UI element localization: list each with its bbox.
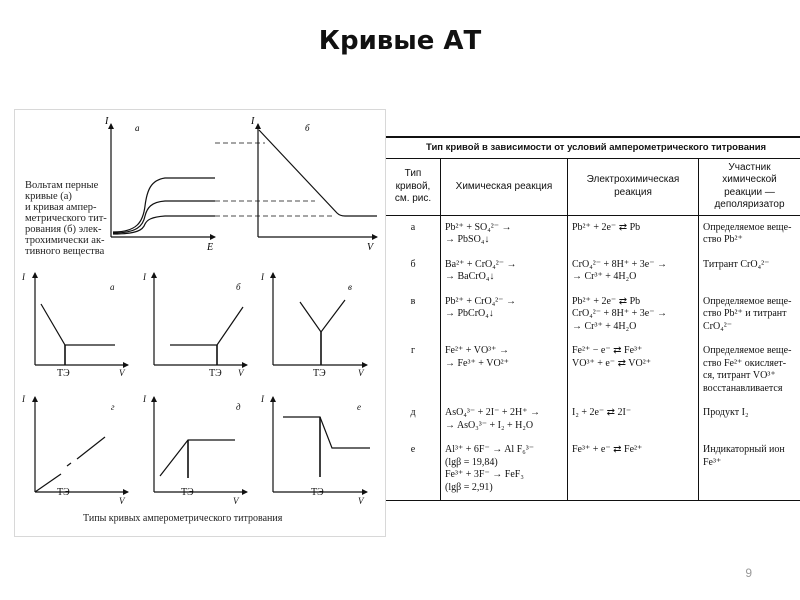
small-e-label: е [357,402,361,412]
caption-line: метрического тит- [25,213,107,224]
caption-line: кривые (а) [25,191,72,202]
cell-line: Pb²⁺ + SO₄²⁻ → [445,221,512,233]
cell-line: Pb²⁺ + 2e⁻ ⇄ Pb [572,295,641,307]
cell-line: ство Pb²⁺ [703,234,743,246]
small-d-y: I [143,394,146,404]
cell-participant [699,401,800,438]
cell-type: в [386,290,441,340]
small-d-ep: ТЭ [181,487,194,498]
small-a-y: I [22,272,25,282]
small-b-ep: ТЭ [209,368,222,379]
cell-line: I₂ + 2e⁻ ⇄ 2I⁻ [572,407,632,419]
caption-line: рования (б) элек- [25,224,102,235]
cell-line: AsO₄³⁻ + 2I⁻ + 2H⁺ → [445,407,540,419]
figure-caption-bottom: Типы кривых амперометрического титрования [83,513,283,524]
table-row [386,339,800,401]
small-a-ep: ТЭ [57,368,70,379]
small-d-label: д [236,402,241,412]
small-b-x: V [238,368,244,378]
cell-participant [699,438,800,501]
cell-elec [568,438,699,501]
cell-line: ство Fe²⁺ окисляет- [703,357,787,369]
cell-elec [568,253,699,290]
header-type: Тип кривой, см. рис. [386,159,441,216]
slide-title: Кривые АТ [318,26,482,56]
table-row [386,215,800,253]
small-b-label: б [236,282,241,292]
small-v-y: I [261,272,264,282]
caption-line: трохимически ак- [25,235,105,246]
cell-line: Pb²⁺ + 2e⁻ ⇄ Pb [572,221,641,233]
small-a-label: а [110,282,115,292]
page-number: 9 [745,566,752,580]
cell-participant [699,253,800,290]
cell-elec [568,290,699,340]
cell-line: VO³⁺ + e⁻ ⇄ VO²⁺ [572,357,651,369]
cell-elec [568,215,699,253]
cell-line: Ba²⁺ + CrO₄²⁻ → [445,258,517,270]
small-b-y: I [143,272,146,282]
small-e-ep: ТЭ [311,487,324,498]
plot-titration-curve [258,124,377,237]
plot-b-x-label: V [367,242,374,253]
figure-panel [14,109,386,537]
small-d-x: V [233,496,239,506]
caption-line: Вольтам перные [25,180,99,191]
small-g-x: V [119,496,125,506]
small-plot-d [154,397,247,492]
cell-type: г [386,339,441,401]
cell-participant [699,290,800,340]
cell-line: Определяемое веще- [703,295,792,307]
caption-line: тивного вещества [25,246,105,257]
cell-line: Определяемое веще- [703,221,792,233]
caption-line: и кривая ампер- [25,202,97,213]
plot-a-x-label: E [207,242,214,253]
cell-line: Pb²⁺ + CrO₄²⁻ → [445,295,516,307]
cell-line: (lgβ = 19,84) [445,456,498,468]
cell-line: CrO₄²⁻ + 8H⁺ + 3e⁻ → [572,308,667,320]
cell-line: восстанавливается [703,382,783,394]
header-chem: Химическая реакция [441,159,568,216]
table-header-row [386,159,800,216]
cell-line: Продукт I₂ [703,407,749,419]
cell-line: Al³⁺ + 6F⁻ → Al F₆³⁻ [445,444,535,456]
cell-type: е [386,438,441,501]
cell-type: б [386,253,441,290]
table-row [386,438,800,501]
small-g-ep: ТЭ [57,487,70,498]
cell-line: → Cr³⁺ + 4H₂O [572,271,637,283]
cell-line: Fe³⁺ + e⁻ ⇄ Fe²⁺ [572,444,643,456]
cell-line: Fe²⁺ + VO³⁺ → [445,345,509,357]
small-g-y: I [22,394,25,404]
cell-line: CrO₄²⁻ [703,320,732,332]
header-elec: Электрохимическая реакция [568,159,699,216]
small-e-y: I [261,394,264,404]
cell-chem [441,290,568,340]
cell-participant [699,339,800,401]
table-panel [386,136,800,522]
cell-line: Fe³⁺ [703,456,722,468]
small-v-ep: ТЭ [313,368,326,379]
cell-line: ся, титрант VO³⁺ [703,370,776,382]
cell-line: → Fe³⁺ + VO²⁺ [445,357,509,369]
plot-b-y-label: I [251,116,255,127]
cell-line: CrO₄²⁻ + 8H⁺ + 3e⁻ → [572,258,667,270]
small-v-label: в [348,282,352,292]
cell-line: Титрант CrO₄²⁻ [703,258,770,270]
cell-line: Индикаторный ион [703,444,785,456]
cell-participant [699,215,800,253]
titration-table [386,136,800,501]
plot-a-panel-label: а [135,123,140,133]
header-participant: Участник химической реакции — деполяризатор [699,159,800,216]
small-v-x: V [358,368,364,378]
curves-drawing [15,110,385,536]
cell-line: → PbSO₄↓ [445,234,490,246]
cell-type: д [386,401,441,438]
table-body [386,215,800,501]
cell-line: (lgβ = 2,91) [445,481,493,493]
small-a-x: V [119,368,125,378]
cell-line: Определяемое веще- [703,345,792,357]
dashed-connectors [215,143,333,216]
cell-line: → BaCrO₄↓ [445,271,495,283]
small-g-label: г [111,402,115,412]
plot-voltammetric-curves [111,124,215,237]
table-row [386,290,800,340]
cell-line: Fe³⁺ + 3F⁻ → FeF₃ [445,469,524,481]
cell-chem [441,339,568,401]
cell-elec [568,339,699,401]
table-row [386,253,800,290]
cell-line: ство Pb²⁺ и титрант [703,308,787,320]
small-plot-b [154,273,247,365]
cell-chem [441,401,568,438]
small-plot-e [273,397,370,492]
cell-type: а [386,215,441,253]
plot-b-panel-label: б [305,123,310,133]
plot-a-y-label: I [105,116,109,127]
cell-elec [568,401,699,438]
table-row [386,401,800,438]
table-caption: Тип кривой в зависимости от условий амперометрического титрования [386,136,800,159]
small-plot-v [273,273,367,365]
cell-chem [441,215,568,253]
small-e-x: V [358,496,364,506]
cell-line: → AsO₃³⁻ + I₂ + H₂O [445,419,534,431]
cell-line: → Cr³⁺ + 4H₂O [572,320,637,332]
cell-line: → PbCrO₄↓ [445,308,494,320]
cell-chem [441,253,568,290]
cell-line: Fe²⁺ − e⁻ ⇄ Fe³⁺ [572,345,643,357]
cell-chem [441,438,568,501]
